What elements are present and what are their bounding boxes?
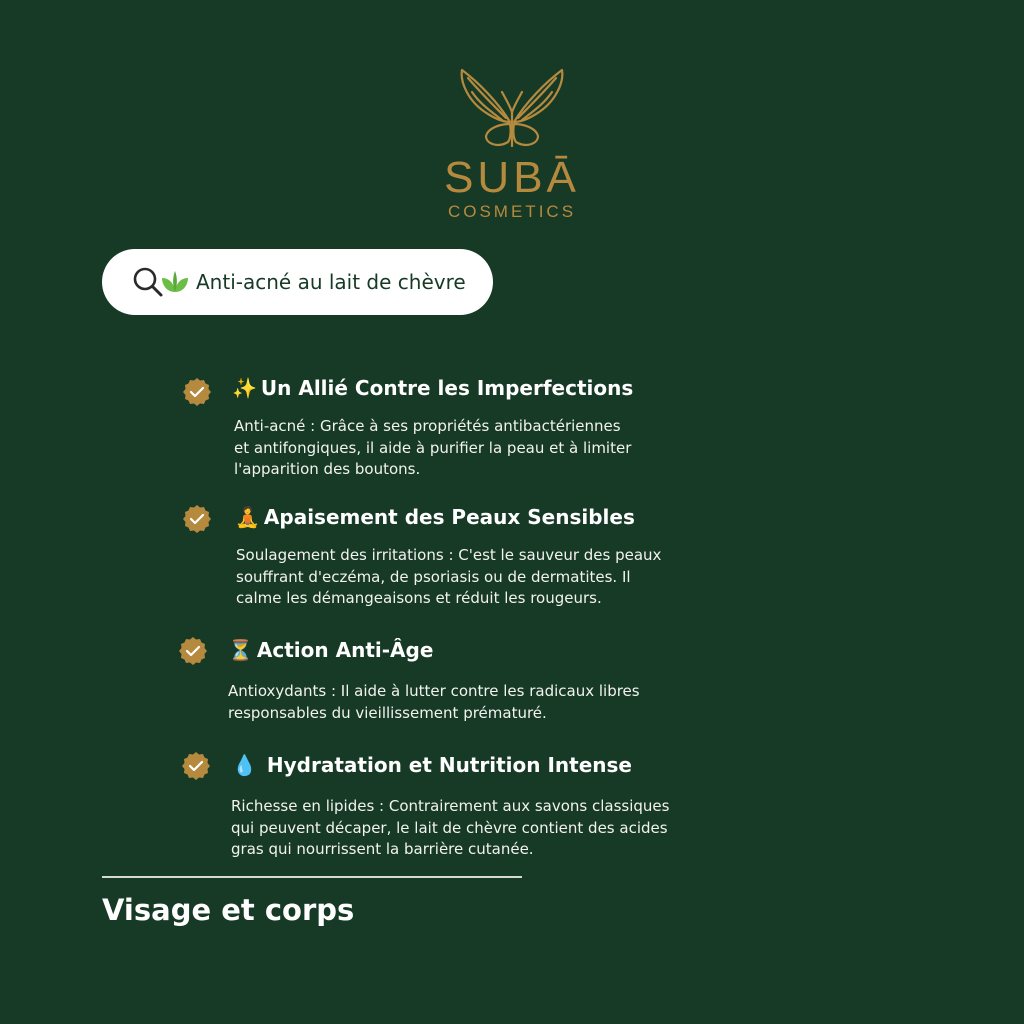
- feature-desc-hydration: Richesse en lipides : Contrairement aux savons classiques qui peuvent décaper, le lait de chèvre contient des acides gras qui nourrissent la barrière cutanée.: [231, 797, 670, 858]
- meditation-icon: 🧘: [235, 505, 260, 529]
- feature-desc-sensitive-skin: Soulagement des irritations : C'est le sauveur des peaux souffrant d'eczéma, de psoriasis ou de dermatites. Il calme les démangeaisons et réduit les rougeurs.: [236, 546, 662, 607]
- search-text: Anti-acné au lait de chèvre: [196, 270, 466, 294]
- search-pill[interactable]: [102, 249, 493, 315]
- divider: [102, 876, 522, 878]
- search-icon-group: [132, 266, 192, 298]
- brand-tagline: COSMETICS: [447, 202, 577, 221]
- check-badge-icon: [178, 636, 208, 666]
- feature-title-anti-age: ⏳ Action Anti-Âge: [228, 638, 434, 662]
- leaf-icon: [160, 268, 190, 296]
- feature-title-hydration: 💧 Hydratation et Nutrition Intense: [232, 753, 632, 777]
- check-badge-icon: [181, 751, 211, 781]
- brand-name: SUBĀ: [444, 153, 580, 202]
- hourglass-icon: ⏳: [228, 638, 253, 662]
- feature-desc-anti-age: Antioxydants : Il aide à lutter contre les radicaux libres responsables du vieillissement prématuré.: [228, 682, 640, 722]
- feature-title-sensitive-skin: 🧘 Apaisement des Peaux Sensibles: [235, 505, 635, 529]
- check-badge-icon: [182, 504, 212, 534]
- footer-label: Visage et corps: [102, 893, 355, 927]
- feature-desc-imperfections: Anti-acné : Grâce à ses propriétés antibactériennes et antifongiques, il aide à purifier la peau et à limiter l'apparition des boutons.: [234, 417, 632, 478]
- brand-logo: [412, 58, 612, 228]
- feature-title-imperfections: ✨ Un Allié Contre les Imperfections: [232, 376, 634, 400]
- butterfly-icon: [458, 62, 566, 152]
- check-badge-icon: [182, 377, 212, 407]
- droplet-icon: 💧: [232, 753, 257, 777]
- sparkles-icon: ✨: [232, 376, 257, 400]
